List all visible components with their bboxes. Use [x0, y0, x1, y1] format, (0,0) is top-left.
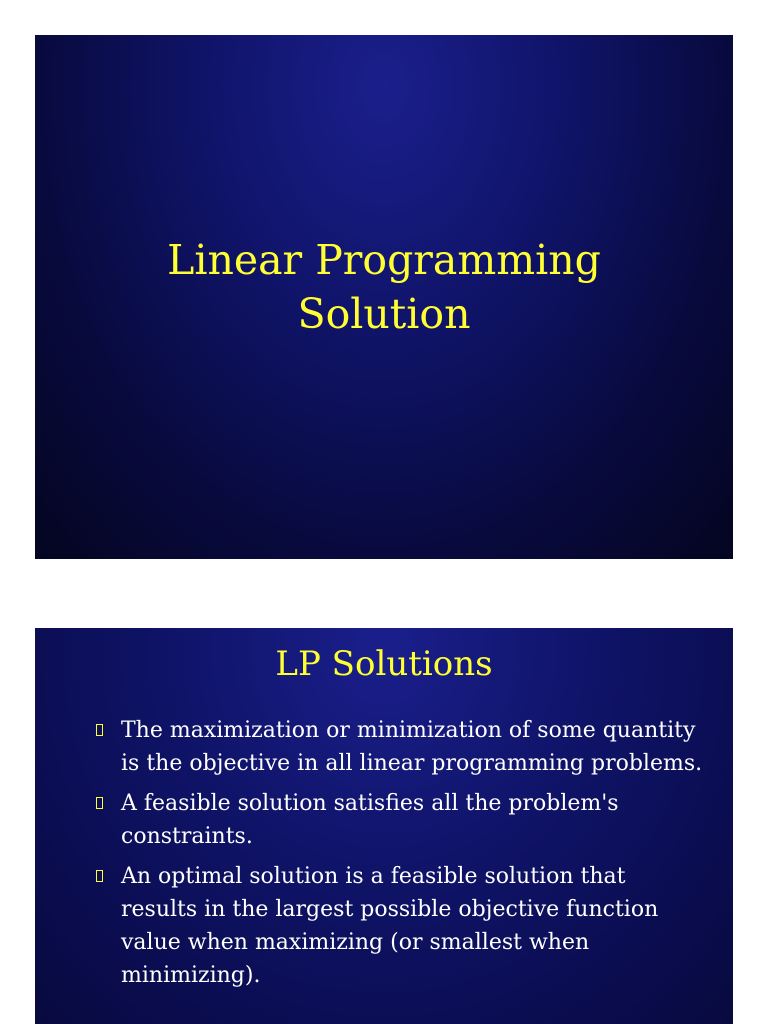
bullet-item-1	[85, 714, 703, 780]
bullet-text-3: An optimal solution is a feasible solution that results in the largest possible objective function value when maximizing (or smallest when minimizing).	[121, 864, 659, 988]
bullet-square-icon	[96, 870, 103, 882]
bullet-square-icon	[96, 724, 103, 736]
slide-heading: LP Solutions	[275, 644, 493, 684]
bullet-text-1: The maximization or minimization of some quantity is the objective in all linear programming problems.	[121, 718, 703, 776]
slide-title	[35, 35, 733, 559]
bullet-list	[85, 714, 703, 999]
bullet-item-2	[85, 787, 703, 853]
bullet-square-icon	[96, 797, 103, 809]
slide-lp-solutions	[35, 628, 733, 1024]
title-line-2: Solution	[297, 290, 471, 338]
title-line-1: Linear Programming	[167, 236, 601, 284]
slide-title-text	[35, 233, 733, 341]
bullet-text-2: A feasible solution satisfies all the problem's constraints.	[121, 791, 619, 849]
bullet-item-3	[85, 860, 703, 992]
